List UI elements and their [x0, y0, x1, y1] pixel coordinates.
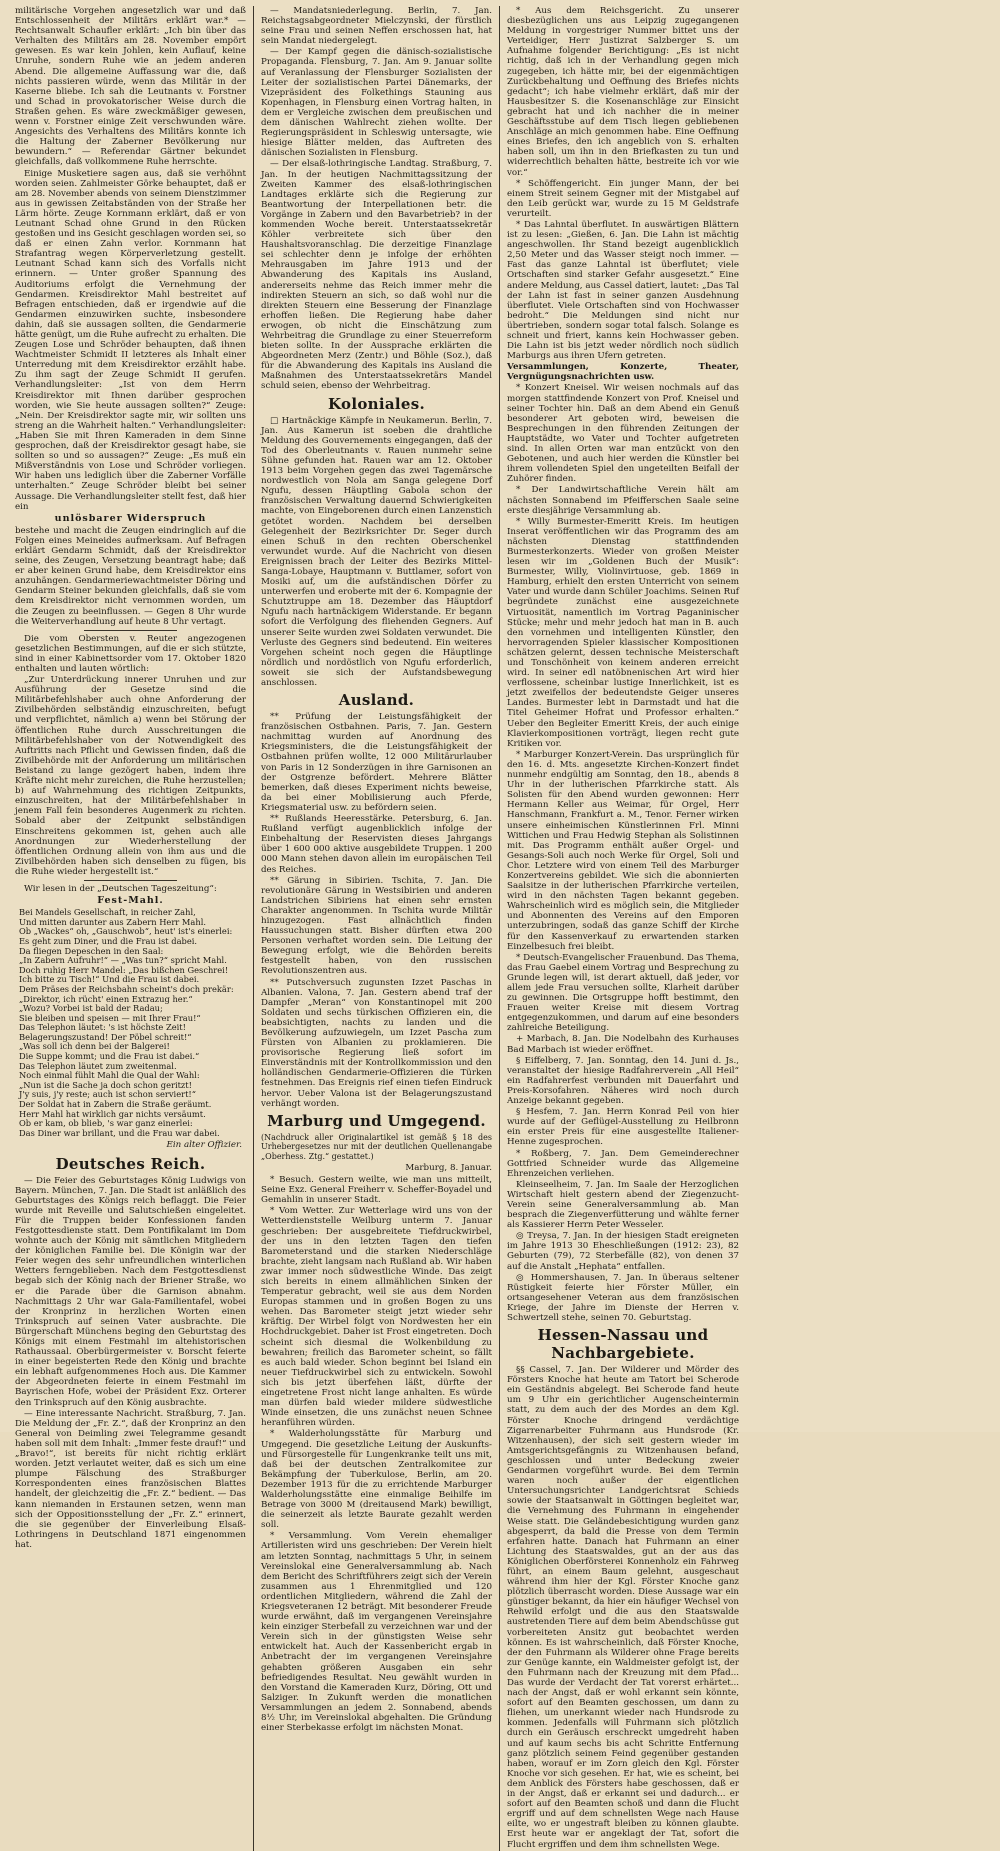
- poem-line: Belagerungszustand! Der Pöbel schreit!“: [19, 1031, 192, 1042]
- col3-paragraph-9: * Deutsch-Evangelischer Frauenbund. Das Thema, das Frau Gaebel einem Vortrag und Besprechung zu Grunde legen will, ist derart aktuell, daß jeder, vor allem jede Frau versuchen sollte, Klarheit darüber zu gewinnen. Die Ortsgruppe hofft bestimmt, den Frauen weiter Kreise mit diesem Vortrag entgegenzukommen, und darum auf eine besonders zahlreiche Beteiligung.: [507, 952, 740, 1034]
- poem-line: Ich bitte zu Tisch!“ Und die Frau ist dabei.: [19, 974, 200, 985]
- poem-line: Das Diner war brillant, und die Frau war dabei.: [19, 1127, 220, 1138]
- poem-line: Da fliegen Depeschen in den Saal:: [19, 945, 164, 956]
- section-heading-marburg: Marburg und Umgegend.: [267, 1111, 486, 1130]
- col2-paragraph-3: — Der elsaß-lothringische Landtag. Straßburg, 7. Jan. In der heutigen Nachmittagssitzung der Zweiten Kammer des elsaß-lothringischen Landtages erklärte sich die Regierung zur Beantwortung der Interpellationen betr. die Vorgänge in Zabern und den Bavarbetrieb? in der kommenden Woche bereit. Unterstaatssekretär Köhler verbreitete sich über den Haushaltsvoranschlag. Die derzeitige Finanzlage sei schlechter denn je infolge der erhöhten Mehrausgaben im Jahre 1913 und der Abwanderung des Kapitals ins Ausland, andererseits nehme das Reich immer mehr die indirekten Steuern an sich, so daß wohl nur die direkten Steuern eine Besserung der Finanzlage erhoffen ließen. Die Regierung habe daher erwogen, ob nicht die Einschätzung zum Wehrbeitrag die Grundlage zu einer Steuerreform bieten sollte. In der Aussprache erklärten die Abgeordneten Merz (Zentr.) und Böhle (Soz.), daß für die Abwanderung des Kapitals ins Ausland die Maßnahmen des Unterstaatssekretärs Mandel schuld seien, ebenso der Wehrbeitrag.: [261, 159, 492, 392]
- poem-signature: Ein alter Offizier.: [166, 1140, 242, 1151]
- col1-paragraph-3: bestehe und macht die Zeugen eindringlich auf die Folgen eines Meineides aufmerksam. Auf Befragen erklärt Gendarm Schmidt, daß der Kreisdirektor seine, des Zeugen, Versetzung beantragt habe; daß er aber keinen Grund habe, dem Kreisdirektor eins anzuhängen. Gendarmeriewachtmeister Döring und Gendarm Steiner bekunden gleichfalls, daß sie vom dem Kreisdirektor nicht vernommen worden, um die Zeugen zu beeinflussen. — Gegen 8 Uhr wurde die Weiterverhandlung auf heute 8 Uhr vertagt.: [15, 525, 246, 627]
- col3-paragraph-7: * Willy Burmester-Emeritt Kreis. Im heutigen Inserat veröffentlichen wir das Programm des am nächsten Dienstag stattfindenden Burmesterkonzerts. Wieder von großen Meister lesen wir im „Goldenen Buch der Musik“: Burmester, Willy, Violinvirtuose, geb. 1869 in Hamburg, erhielt den ersten Unterricht von seinem Vater und wurde dann Schüler Joachims. Seinen Ruf begründete zunächst eine ausgezeichnete Virtuosität, namentlich im Vortrag Paganinischer Stücke; mehr und mehr jedoch hat man in B. auch den vornehmen und intelligenten Künstler, den hervorragenden Spieler klassischer Kompositionen schätzen gelernt, dessen technische Meisterschaft und Tonschönheit von keinem anderen erreicht wird. In seiner edl natöbnenischen Art wird hier verflossene, scheinbar lustige Innerlichkeit, ist es jetzt zweifellos der bedeutendste Geiger unseres Landes. Burmester lebt in Darmstadt und hat die Titel Geheimer Hofrat und Professor erhalten.“ Ueber den Begleiter Emeritt Kreis, der auch einige Klavierkompositionen vorträgt, liegen recht gute Kritiken vor.: [507, 516, 739, 749]
- reprint-note: (Nachdruck aller Originalartikel ist gemäß § 18 des Urhebergesetzes nur mit der deutlichen Quellenangabe „Oberhess. Ztg.“ gestattet.): [261, 1132, 492, 1161]
- col3-paragraph-5: * Konzert Kneisel. Wir weisen nochmals auf das morgen stattfindende Konzert von Prof. Kneisel und seiner Tochter hin. Daß an dem Abend ein Genuß besonderer Art geboten wird, beweisen die Besprechungen in den führenden Zeitungen der Hauptstädte, wo Vater und Tochter aufgetreten sind. In allen Orten war man entzückt von den Gebotenen, und auch hier werden die Künstler bei ihrem vollendeten Spiel den ungeteilten Beifall der Zuhörer finden.: [507, 383, 739, 485]
- col2-paragraph-12: * Versammlung. Vom Verein ehemaliger Artilleristen wird uns geschrieben: Der Verein hielt am letzten Sonntag, nachmittags 5 Uhr, in seinem Vereinslokal eine Generalversammlung ab. Nach dem Bericht des Schriftführers zeigt sich der Verein zusammen aus 1 Ehrenmitglied und 120 ordentlichen Mitgliedern, während die Zahl der Kriegsveteranen 12 beträgt. Mit besonderer Freude wurde erwähnt, daß im vergangenen Vereinsjahre kein einziger Sterbefall zu verzeichnen war und der Verein sich in der günstigsten Weise sehr entwickelt hat. Auch der Kassenbericht ergab in Anbetracht der im vergangenen Vereinsjahre gehabten größeren Ausgaben ein sehr befriedigendes Resultat. Neu gewählt wurden in den Vorstand die Kameraden Kurz, Döring, Ott und Salziger. In Zukunft werden die monatlichen Versammlungen an jedem 2. Sonnabend, abends 8½ Uhr, im Vereinslokal abgehalten. Die Gründung einer Sterbekasse erfolgt im nächsten Monat.: [261, 1531, 492, 1734]
- poem-line: Noch einmal fühlt Mahl die Qual der Wahl:: [19, 1070, 200, 1081]
- col3-paragraph-11: § Eiffelberg, 7. Jan. Sonntag, den 14. Juni d. Js., veranstaltet der hiesige Radfahrerverein „All Heil“ ein Radfahrerfest verbunden mit Dauerfahrt und Preis-Korsofahren. Näheres wird noch durch Anzeige bekannt gegeben.: [507, 1055, 739, 1107]
- col2-paragraph-7: ** Gärung in Sibirien. Tschita, 7. Jan. Die revolutionäre Gärung in Westsibirien und anderen Landstrichen Sibiriens hat einen sehr ernsten Charakter angenommen. In Tschita wurde Militär hinzugezogen. Fast allnächtlich finden Haussuchungen statt. Bisher dürften etwa 200 Personen verhaftet worden sein. Die Leitung der Bewegung erfolgt, wie die Behörden bereits festgestellt haben, von den russischen Revolutionszentren aus.: [261, 875, 492, 977]
- col1-paragraph-7: — Eine interessante Nachricht. Straßburg, 7. Jan. Die Meldung der „Fr. Z.“, daß der Kronprinz an den General von Deimling zwei Telegramme gesandt haben soll mit dem Inhalt: „Immer feste drauf!“ und „Bravo!“, ist bereits für nicht richtig erklärt worden. Jetzt verlautet weiter, daß es sich um eine plumpe Fälschung des Straßburger Korrespondenten eines französischen Blattes handelt, der gleichzeitig die „Fr. Z.“ bedient. — Das kann niemanden in Erstaunen setzen, wenn man sich der Oppositionsstellung der „Fr. Z.“ erinnert, die sie gegenüber der Einverleibung Elsaß-Lothringens in Deutschland 1871 eingenommen hat.: [15, 1408, 246, 1550]
- column-3: [500, 6, 746, 1851]
- poem-line: „Nun ist die Sache ja doch schon geritzt!: [19, 1079, 192, 1090]
- col2-paragraph-6: ** Rußlands Heeresstärke. Petersburg, 6. Jan. Rußland verfügt augenblicklich infolge der Einbehaltung der Reservisten dieses Jahrgangs über 1 600 000 aktive ausgebildete Truppen. 1 200 000 Mann stehen davon allein im europäischen Teil des Reiches.: [261, 814, 492, 875]
- poem-line: Ob „Wackes“ oh, „Gauschwob“, heut' ist's einerlei:: [19, 926, 233, 937]
- poem-line: „Direktor, ich rücht' einen Extrazug her.“: [19, 993, 193, 1004]
- col3-paragraph-14: Kleinseelheim, 7. Jan. Im Saale der Herzoglichen Wirtschaft hielt gestern abend der Ziegenzucht-Verein seine Generalversammlung ab. Man besprach die Ziegenverfütterung und wählte ferner als Kassierer Herrn Peter Wesseler.: [507, 1179, 739, 1231]
- poem-line: Bei Mandels Gesellschaft, in reicher Zahl,: [19, 907, 196, 918]
- poem-line: Das Telephon läutet zum zweitenmal.: [19, 1060, 177, 1071]
- col2-paragraph-8: ** Putschversuch zugunsten Izzet Paschas in Albanien. Valona, 7. Jan. Gestern abend traf der Dampfer „Meran“ von Konstantinopel mit 200 Soldaten und sechs türkischen Offizieren ein, die beabsichtigten, nachts zu landen und die Bevölkerung aufzuwiegeln, um Izzet Pascha zum Fürsten von Albanien zu proklamieren. Die provisorische Regierung ließ sofort im Einverständnis mit der Kontrollkommission und den holländischen Gendarmerie-Offizieren die Türken festnehmen. Das Ereignis rief einen tiefen Eindruck hervor. Ueber Valona ist der Belagerungszustand verhängt worden.: [261, 977, 492, 1109]
- poem-line: Das Telephon läutet: 's ist höchste Zeit!: [19, 1022, 186, 1033]
- col1-paragraph-1: militärische Vorgehen angesetzlich war und daß Entschlossenheit der Militärs erklärt war.* — Rechtsanwalt Schaufler erklärt: „Ich bin über das Verhalten des Militärs am 28. November empört gewesen. Es war kein Johlen, kein Auflauf, keine Unruhe, sondern Ruhe wie an jedem anderen Abend. Die allgemeine Auffassung war die, daß nichts passieren würde, wenn das Militär in der Kaserne bliebe. Ich sah die Leutnants v. Forstner und Schad in provokatorischer Weise durch die Straßen gehen. Es wäre zweckmäßiger gewesen, wenn v. Forstner einige Zeit verschwunden wäre. Angesichts des Verhaltens des Militärs konnte ich die Haltung der Zaberner Bevölkerung nur bewundern.“ — Referendar Gärtner bekundet gleichfalls, daß vollkommene Ruhe herrschte.: [15, 6, 246, 168]
- col3-paragraph-8: * Marburger Konzert-Verein. Das ursprünglich für den 16. d. Mts. angesetzte Kirchen-Konzert findet nunmehr endgültig am Sonntag, den 18., abends 8 Uhr in der lutherischen Pfarrkirche statt. Als Solisten für den Abend wurden gewonnen: Herr Hermann Keller aus Weimar, für Orgel, Herr Hanschmann, Frankfurt a. M., Tenor. Ferner wirken unsere einheimischen Künstlerinnen Frl. Minni Wittichen und Frau Hedwig Stephan als Solistinnen mit. Das Programm enthält außer Orgel- und Gesangs-Soli auch noch Werke für Orgel, Soli und Chor. Letztere wird von einem Teil des Marburger Konzertvereins gebildet. Wie sich die abonnierten Saalsitze in der lutherischen Pfarrkirche verteilen, wird in den nächsten Tagen bekannt gegeben. Wahrscheinlich wird es möglich sein, die Mitglieder und Abonnenten des Vereins auf den Emporen unterzubringen, sodaß das ganze Schiff der Kirche für den Kassenverkauf zu erwartenden starken Einzelbesuch frei bleibt.: [507, 749, 739, 952]
- section-heading-hessen-nassau: Hessen-Nassau und Nachbargebiete.: [537, 1326, 709, 1363]
- col3-paragraph-3: * Das Lahntal überflutet. In auswärtigen Blättern ist zu lesen: „Gießen, 6. Jan. Die Lahn ist mächtig angeschwollen. Ihr Stand bezeigt augenblicklich 2,50 Meter und das Wasser steigt noch immer. — Fast das ganze Lahntal ist überflutet; viele Ortschaften sind starker Gefahr ausgesetzt.“ Eine andere Meldung, aus Cassel datiert, lautet: „Das Tal der Lahn ist fast in seiner ganzen Ausdehnung überflutet. Viele Ortschaften sind von Hochwasser bedroht.“ Die Meldungen sind nicht nur übertrieben, sondern sogar total falsch. Solange es schneit und friert, kanns kein Hochwasser geben. Die Lahn ist bis jetzt weder nördlich noch südlich Marburgs aus ihren Ufern getreten.: [507, 219, 739, 362]
- col2-paragraph-11: * Walderholungsstätte für Marburg und Umgegend. Die gesetzliche Leitung der Auskunfts- und Fürsorgestelle für Lungenkranke teilt uns mit, daß bei der deutschen Zentralkomitee zur Bekämpfung der Tuberkulose, Berlin, am 20. Dezember 1913 für die zu errichtende Marburger Walderholungsstätte eine einmalige Beihilfe im Betrage von 3000 M (dreitausend Mark) bewilligt, die seinerzeit als letzte Baurate gezahlt werden soll.: [261, 1429, 492, 1531]
- col3-subheading: Versammlungen, Konzerte, Theater, Vergnügungsnachrichten usw.: [507, 362, 739, 383]
- section-heading-ausland: Ausland.: [338, 691, 415, 710]
- col3-paragraph-10: + Marbach, 8. Jan. Die Nodelbahn des Kurhauses Bad Marbach ist wieder eröffnet.: [507, 1034, 739, 1055]
- poem-title: Fest-Mahl.: [97, 895, 164, 907]
- col2-paragraph-10: * Vom Wetter. Zur Wetterlage wird uns von der Wetterdienststelle Weilburg unterm 7. Januar geschrieben: Der ausgebreitete Tiefdruckwirbel, der uns in den letzten Tagen den tiefen Barometerstand und die starken Niederschläge brachte, zieht langsam nach Rußland ab. Wir haben zwar immer noch südwestliche Winde. Das zeigt sich bereits in einem allmählichen Sinken der Temperatur gebracht, weil sie aus dem Norden Europas stammen und in großen Bogen zu uns wehen. Das Barometer steigt jetzt wieder sehr kräftig. Der Wirbel folgt von Nordwesten her ein Hochdruckgebiet. Daher ist Frost eingetreten. Doch scheint sich diesmal die Wolkenbildung zu bewahren; freilich das Barometer scheint, so fällt es auch bald wieder. Schon beginnt bei Island ein neuer Tiefdruckwirbel sich zu entwickeln. Sowohl sich bis jetzt überfehen läßt, dürfte der eingetretene Frost nicht lange anhalten. Es würde man dürfen bald wieder mildere südwestliche Winde einsetzen, die uns zunächst neuen Schnee heranführen würden.: [261, 1206, 492, 1429]
- col2-paragraph-4: □ Hartnäckige Kämpfe in Neukamerun. Berlin, 7. Jan. Aus Kamerun ist soeben die drahtliche Meldung des Gouvernements eingegangen, daß der Tod des Oberleutnants v. Rauen nunmehr seine Sühne gefunden hat. Rauen war am 12. Oktober 1913 beim Vorgehen gegen das zwei Tagemärsche nordwestlich von Nola am Sanga gelegene Dorf Ngufu, dessen Häuptling Gabola schon der französischen Verwaltung dauernd Schwierigkeiten machte, von Eingeborenen durch einen Lanzenstich getötet worden. Nachdem bei derselben Gelegenheit der Bezirksrichter Dr. Seger durch einen Schuß in den rechten Oberschenkel verwundet wurde. Auf die Nachricht von diesen Ereignissen brach der Leiter des Bezirks Mittel-Sanga-Lobaye, Hauptmann v. Buttlamer, sofort von Mosiki auf, um die aufständischen Dörfer zu unterwerfen und eroberte mit der 6. Kompagnie der Schutztruppe am 18. Dezember das Häuptdorf Ngufu nach hartnäckigem Widerstande. Er begann sofort die Verfolgung des fliehenden Gegners. Auf unserer Seite wurden zwei Soldaten verwundet. Die Verluste des Gegners sind bedeutend. Ein weiteres Vorgehen scheint noch gegen die Häuptlinge nördlich und nordöstlich von Ngufu erforderlich, soweit sie sich der Aufstandsbewegung anschlossen.: [261, 415, 492, 688]
- dateline: Marburg, 8. Januar.: [405, 1162, 492, 1173]
- divider: [84, 880, 176, 881]
- col1-paragraph-2: Einige Musketiere sagen aus, daß sie verhöhnt worden seien. Zahlmeister Görke behauptet, daß er am 28. November abends von seinem Dienstzimmer aus in gewissen Zeitabständen von der Straße her Lärm hörte. Zeuge Kornmann erklärt, daß er von Leutnant Schad ohne Grund in den Rücken gestoßen und ins Gesicht geschlagen worden sei, so daß er einen Zahn verlor. Kornmann hat Strafantrag wegen Körperverletzung gestellt. Leutnant Schad kann sich des Vorfalls nicht erinnern. — Unter großer Spannung des Auditoriums erfolgt die Vernehmung der Gendarmen. Kreisdirektor Mahl bestreitet auf Befragen entschieden, daß er irgendwie auf die Gendarmen einzuwirken suchte, insbesondere dahin, daß sie aussagen sollten, die Gendarmerie hätte genügt, um die Ruhe aufrecht zu erhalten. Die Zeugen Lose und Schröder behaupten, daß ihnen Wachtmeister Schmidt II letzteres als Inhalt einer Unterredung mit dem Kreisdirektor erzählt habe. Zu ihm sagt der Zeuge Schmidt II gerufen. Verhandlungsleiter: „Ist von dem Herrn Kreisdirektor mit Ihnen darüber gesprochen worden, wie Sie heute aussagen sollten?“ Zeuge: „Nein. Der Kreisdirektor sagte mir, wir sollten uns streng an die Wahrheit halten.“ Verhandlungsleiter: „Haben Sie mit Ihren Kameraden in dem Sinne gesprochen, daß der Kreisdirektor gesagt habe, sie sollten so und so aussagen?“ Zeuge: „Es muß ein Mißverständnis von Lose und Schröder vorliegen. Wir haben uns lediglich über die Zaberner Vorfälle unterhalten.“ Zeuge Schröder bleibt bei seiner Aussage. Die Verhandlungsleiter stellt fest, daß hier ein: [15, 168, 247, 512]
- columns: [8, 6, 992, 1850]
- col1-paragraph-6: — Die Feier des Geburtstages König Ludwigs von Bayern. München, 7. Jan. Die Stadt ist anläßlich des Geburtstages des Königs reich beflaggt. Die Feier wurde mit Reveille und Salutschießen eingeleitet. Für die Truppen beider Konfessionen fanden Festgottesdienste statt. Dem Pontifikalamt im Dom wohnte auch der König mit sämtlichen Mitgliedern der königlichen Familie bei. Die Königin war der Feier wegen des sehr unfreundlichen winterlichen Wetters ferngeblieben. Nach dem Festgottesdienst begab sich der König nach der Briener Straße, wo er die Parade über die Garnison abnahm. Nachmittags 2 Uhr war Gala-Familientafel, wobei der Kronprinz in herzlichen Worten einen Trinkspruch auf seinen Vater ausbrachte. Die Bürgerschaft Münchens beging den Geburtstag des Königs mit einem Festmahl im altehistorischen Rathaussaal. Oberbürgermeister v. Borscht feierte in einer begeisterten Rede den König und brachte ein lebhaft aufgenommenes Hoch aus. Die Kammer der Abgeordneten feierte in einem Festmahl im Bayrischen Hofe, wobei der Präsident Exz. Orterer den Trinkspruch auf den König ausbrachte.: [15, 1175, 246, 1408]
- poem-line: Doch ruhig Herr Mandel: „Das bißchen Geschrei!: [19, 964, 229, 975]
- col3-paragraph-2: * Schöffengericht. Ein junger Mann, der bei einem Streit seinem Gegner mit der Mistgabel auf den Leib gerückt war, wurde zu 15 M Geldstrafe verurteilt.: [507, 178, 739, 219]
- col3-paragraph-13: * Roßberg, 7. Jan. Dem Gemeinderechner Gottfried Schneider wurde das Allgemeine Ehrenzeichen verliehen.: [507, 1148, 739, 1179]
- col1-subheading: unlösbarer Widerspruch: [54, 512, 207, 524]
- col2-paragraph-9: * Besuch. Gestern weilte, wie man uns mitteilt, Seine Exz. General Freiherr v. Scheffer-Boyadel und Gemahlin in unserer Stadt.: [261, 1175, 492, 1206]
- col2-paragraph-2: — Der Kampf gegen die dänisch-sozialistische Propaganda. Flensburg, 7. Jan. Am 9. Januar sollte auf Veranlassung der Flensburger Sozialisten der Leiter der sozialistischen Partei Dänemarks, der Vizepräsident des Folkethings Stauning aus Kopenhagen, in Flensburg einen Vortrag halten, in dem er Vergleiche zwischen dem preußischen und dem dänischen Wahlrecht ziehen wollte. Der Regierungspräsident in Schleswig untersagte, wie hiesige Blätter melden, das Auftreten des dänischen Sozialisten in Flensburg.: [261, 47, 492, 159]
- col3-paragraph-16: ◎ Hommershausen, 7. Jan. In überaus seltener Rüstigkeit feierte hier Förster Müller, ein ortsangesehener Veteran aus dem französischen Kriege, der Jahre im Dienste der Herren v. Schwertzell stehe, seinen 70. Geburtstag.: [507, 1272, 739, 1323]
- poem-line: Die Suppe kommt; und die Frau ist dabei.“: [19, 1051, 200, 1062]
- section-heading-koloniales: Koloniales.: [328, 394, 425, 413]
- poem-intro: Wir lesen in der „Deutschen Tageszeitung“:: [24, 883, 217, 894]
- column-1: [8, 6, 254, 1851]
- poem-line: J'y suis, j'y reste; auch ist schon serviert!“: [19, 1089, 196, 1100]
- col2-paragraph-5: ** Prüfung der Leistungsfähigkeit der französischen Ostbahnen. Paris, 7. Jan. Gestern nachmittag wurden auf Anordnung des Kriegsministers, die die Leistungsfähigkeit der Ostbahnen prüfen wollte, 12 000 Militärurlauber von Paris in 12 Sonderzügen in ihre Garnisonen an der Ostgrenze befördert. Mehrere Blätter bemerken, daß dieses Experiment nichts beweise, da bei einer Mobilisierung auch Pferde, Kriegsmaterial usw. zu befördern seien.: [261, 712, 492, 813]
- section-heading-deutsches-reich: Deutsches Reich.: [55, 1154, 206, 1173]
- poem-line: Ob er kam, ob blieb, 's war ganz einerlei:: [19, 1118, 193, 1129]
- col1-paragraph-5: „Zur Unterdrückung innerer Unruhen und zur Ausführung der Gesetze sind die Militärbefehlshaber auch ohne Anforderung der Zivilbehörden selbständig einzuschreiten, befugt und verpflichtet, nämlich a) wenn bei Störung der öffentlichen Ruhe durch Ausschreitungen die Militärbefehlshaber von der Notwendigkeit des Auftritts nach Pflicht und Gewissen finden, daß die Zivilbehörde mit der Anforderung um militärischen Beistand zu lange gezögert haben, indem ihre Kräfte nicht mehr zureichen, die Ruhe herzustellen; b) auf Wahrnehmung des richtigen Zeitpunkts, einzuschreiten, hat der Militärbefehlshaber in jenem Fall fein besonderes Augenmerk zu richten. Sobald aber der Zeitpunkt selbständigen Einschreitens gekommen ist, gehen auch alle Anordnungen zur Wiederherstellung der öffentlichen Ordnung allein von ihm aus und die Zivilbehörden haben sich denselben zu fügen, bis die Ruhe wieder hergestellt ist.“: [15, 675, 246, 877]
- column-2: [254, 6, 500, 1851]
- col1-paragraph-4: Die vom Obersten v. Reuter angezogenen gesetzlichen Bestimmungen, auf die er sich stützte, sind in einer Kabinettsorder vom 17. Oktober 1820 enthalten und lauten wörtlich:: [15, 633, 246, 674]
- poem-line: Der Soldat hat in Zabern die Straße geräumt.: [19, 1099, 212, 1110]
- poem-line: „Was soll ich denn bei der Balgerei!: [19, 1041, 170, 1052]
- col3-paragraph-15: ◎ Treysa, 7. Jan. In der hiesigen Stadt ereigneten im Jahre 1913 30 Eheschließungen (1912: 23), 82 Geburten (79), 72 Sterbefälle (82), von denen 37 auf die Anstalt „Hephata“ entfallen.: [507, 1231, 739, 1272]
- divider: [84, 630, 176, 631]
- poem-line: „Wozu? Vorbei ist bald der Radau;: [19, 1003, 163, 1014]
- col2-paragraph-1: — Mandatsniederlegung. Berlin, 7. Jan. Reichstagsabgeordneter Mielczynski, der fürstlich seine Frau und seinen Neffen erschossen hat, hat sein Mandat niedergelegt.: [261, 6, 492, 47]
- poem-line: Sie bleiben und speisen — mit Ihrer Frau!“: [19, 1012, 201, 1023]
- poem: [19, 908, 246, 1138]
- poem-line: „In Zabern Aufruhr!“ — „Was tun?“ spricht Mahl.: [19, 955, 227, 966]
- col3-paragraph-17: §§ Cassel, 7. Jan. Der Wilderer und Mörder des Försters Knoche hat heute am Tatort bei Scherode ein Geständnis abgelegt. Bei Scherode fand heute um 9 Uhr ein gerichtlicher Augenscheintermin statt, zu dem auch der des Mordes an dem Kgl. Förster Knoche dringend verdächtige Zigarrenarbeiter Fuhrmann aus Hundsrode (Kr. Witzenhausen), der sich seit gestern wieder im Amtsgerichtsgefängnis zu Witzenhausen befand, geschlossen und unter Bedeckung zweier Gendarmen vorgeführt wurde. Bei dem Termin waren noch außer der eigentlichen Untersuchungsrichter Landgerichtsrat Schieds sowie der Staatsanwalt in Göttingen begleitet war, die Vernehmung des Fuhrmann in eingehender Weise statt. Die Geländebesichtigung wurden ganz abgesperrt, da bald die Presse von dem Termin erfahren hatte. Danach hat Fuhrmann an einer Lichtung des Staatswaldes, gut an der aus das Königlichen Oberförsterei Konnenholz ein Fahrweg führt, an einem Baum gelehnt, ausgeschaut während ihm hier der Kgl. Förster Knoche ganz plötzlich überrascht worden. Diese Aussage war ein günstiger bekannt, da hier ein häufiger Wechsel von Rehwild erfolgt und die aus den Staatswalde austretenden Tiere auf dem beim Abendschüsse gut vorbereiteten Ansitz gut beobachtet werden können. Es ist wahrscheinlich, daß Förster Knoche, der den Fuhrmann als Wilderer ohne Frage bereits zur Genüge kannte, ein Waldmeister gefolgt ist, der den Fuhrmann nach der Kreuzung mit dem Pfad... Das wurde der Verdacht der Tat vorerst erhärtet... nach der Angst, daß er wohl erkannt sein könnte, sofort auf den Beamten geschossen, um dann zu fliehen, um unerkannt wieder nach Hundsrode zu kommen. Jedenfalls will Fuhrmann sich plötzlich durch ein Geräusch erschreckt umgedreht haben und auf kaum sechs bis acht Schritte Entfernung ganz plötzlich seinem Feind gegenüber gestanden haben, worauf er im Zorn gleich den Kgl. Förster Knoche vor sich gesehen. Er hat, wie es scheint, bei dem Anblick des Försters habe geschossen, daß er in der Angst, daß er erkannt sei und dadurch... er sofort auf den Beamten schoß und dann die Flucht ergriff und auf dem schnellsten Wege nach Hause eilte, wo er ungestraft bleiben zu können glaubte. Erst heute war er angeklagt der Tat, sofort die Flucht ergriffen und dem ihm schnellsten Wege.: [507, 1365, 739, 1850]
- col3-paragraph-6: * Der Landwirtschaftliche Verein hält am nächsten Sonnabend im Pfeifferschen Saale seine erste diesjährige Versammlung ab.: [507, 485, 739, 516]
- poem-line: Herr Mahl hat wirklich gar nichts versäumt.: [19, 1108, 206, 1119]
- poem-line: Dem Präses der Reichsbahn scheint's doch prekär:: [19, 983, 234, 994]
- poem-line: Und mitten darunter aus Zabern Herr Mahl.: [19, 916, 206, 927]
- poem-line: Es geht zum Diner, und die Frau ist dabei.: [19, 935, 198, 946]
- col3-paragraph-12: § Hesfem, 7. Jan. Herrn Konrad Peil von hier wurde auf der Geflügel-Ausstellung zu Heilbronn ein erster Preis für eine ausgestellte Italiener-Henne zugesprochen.: [507, 1107, 739, 1148]
- col3-paragraph-1: * Aus dem Reichsgericht. Zu unserer diesbezüglichen uns aus Leipzig zugegangenen Meldung in vorgestriger Nummer bittet uns der Verteidiger, Herr Justizrat Salzberger S. um Aufnahme folgender Berichtigung: „Es ist nicht richtig, daß ich in der Verhandlung gegen mich zugegeben, ich hätte mir, bei der eigenmächtigen Zurückbehaltung und Oeffnung des Briefes nichts gedacht“; ich habe vielmehr erklärt, daß mir der Hausbesitzer S. die Kosenanschläge zur Einsicht gebracht hat und ich nachher die in meiner Geschäftsstube auf dem Tisch liegen gebliebenen Anschläge an mich genommen habe. Eine Oeffnung eines Briefes, den ich angeblich von S. erhalten haben soll, um ihn in den Briefkasten zu tun und widerrechtlich behalten hätte, bestreite ich vor wie vor.“: [507, 6, 739, 178]
